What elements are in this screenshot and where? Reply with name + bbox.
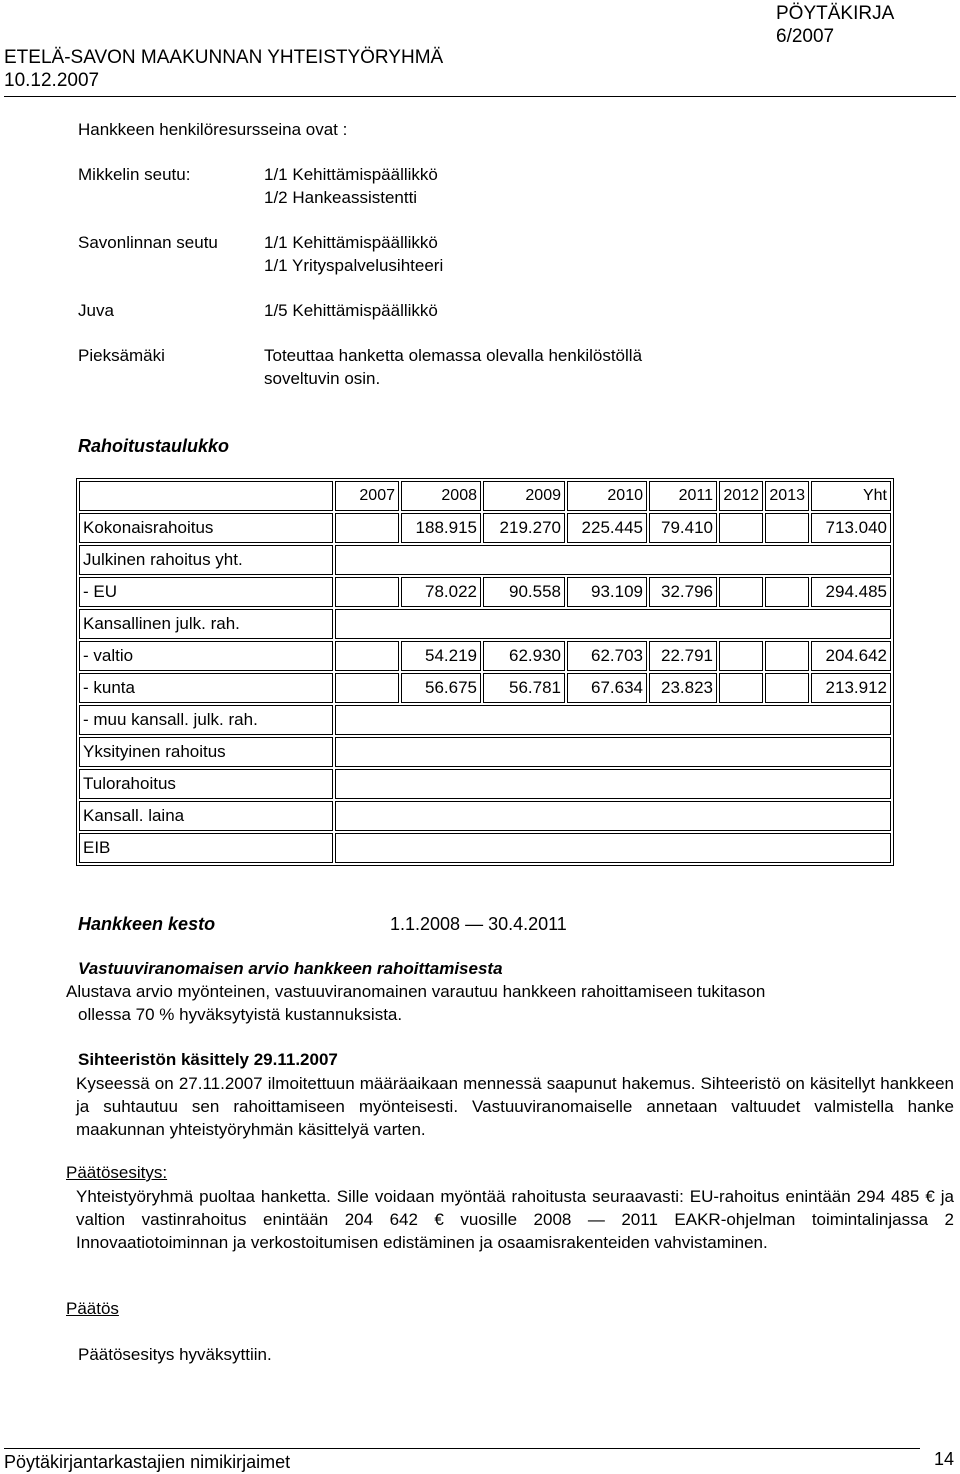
row-label: Yksityinen rahoitus [79, 737, 333, 767]
value-cell: 225.445 [567, 513, 647, 543]
proposal-heading: Päätösesitys: [66, 1163, 168, 1182]
header-corner-cell [79, 481, 333, 511]
funding-row [79, 705, 891, 735]
row-label: Kansallinen julk. rah. [79, 609, 333, 639]
funding-row [79, 673, 891, 703]
value-cell: 23.823 [649, 673, 717, 703]
row-label: Julkinen rahoitus yht. [79, 545, 333, 575]
value-cell: 62.930 [483, 641, 565, 671]
value-cell [335, 673, 399, 703]
year-header: 2012 [719, 481, 763, 511]
value-cell [719, 673, 763, 703]
funding-row [79, 769, 891, 799]
row-label: EIB [79, 833, 333, 863]
funding-row [79, 737, 891, 767]
doc-type: PÖYTÄKIRJA [776, 3, 895, 24]
role-line: 1/2 Hankeassistentti [264, 188, 418, 207]
value-cell [335, 577, 399, 607]
funding-table-title: Rahoitustaulukko [78, 436, 230, 456]
year-header: 2013 [765, 481, 809, 511]
funding-row [79, 641, 891, 671]
role-line: 1/5 Kehittämispäällikkö [264, 301, 438, 320]
value-cell [765, 673, 809, 703]
value-cell: 32.796 [649, 577, 717, 607]
role-line: soveltuvin osin. [264, 369, 381, 388]
row-label: Tulorahoitus [79, 769, 333, 799]
empty-cell [335, 609, 891, 639]
personnel-intro: Hankkeen henkilöresursseina ovat : [78, 120, 348, 139]
decision-heading: Päätös [66, 1299, 119, 1318]
row-label: - valtio [79, 641, 333, 671]
role-line: Toteuttaa hanketta olemassa olevalla henkilöstöllä [264, 346, 643, 365]
footer-rule [4, 1448, 920, 1449]
value-cell [719, 513, 763, 543]
total-cell: 213.912 [811, 673, 891, 703]
value-cell: 93.109 [567, 577, 647, 607]
authority-text-line: ollessa 70 % hyväksytyistä kustannuksista. [78, 1005, 403, 1024]
value-cell [335, 513, 399, 543]
header-rule [4, 96, 956, 97]
role-line: 1/1 Kehittämispäällikkö [264, 233, 438, 252]
value-cell [765, 641, 809, 671]
authority-heading: Vastuuviranomaisen arvio hankkeen rahoittamisesta [78, 959, 503, 978]
value-cell: 22.791 [649, 641, 717, 671]
value-cell [719, 641, 763, 671]
value-cell: 219.270 [483, 513, 565, 543]
secretariat-heading: Sihteeristön käsittely 29.11.2007 [78, 1050, 338, 1069]
value-cell: 79.410 [649, 513, 717, 543]
value-cell: 62.703 [567, 641, 647, 671]
proposal-text: Yhteistyöryhmä puoltaa hanketta. Sille voidaan myöntää rahoitusta seuraavasti: EU-rahoitus enintään 294 485 € ja valtion vastinrahoitus enintään 204 642 € vuosille 2008 — 2011 EAKR-ohjelman toimintalinjassa 2 Innovaatiotoiminnan ja verkostoitumisen edistäminen ja osaamisrakenteiden vahvistaminen. [76, 1187, 954, 1252]
value-cell [765, 577, 809, 607]
initials-label: Pöytäkirjantarkastajien nimikirjaimet [4, 1452, 291, 1472]
value-cell: 78.022 [401, 577, 481, 607]
value-cell: 56.675 [401, 673, 481, 703]
role-line: 1/1 Yrityspalvelusihteeri [264, 256, 444, 275]
empty-cell [335, 769, 891, 799]
page-number: 14 [934, 1449, 955, 1469]
organization-name: ETELÄ-SAVON MAAKUNNAN YHTEISTYÖRYHMÄ [4, 47, 444, 68]
region-label: Juva [78, 301, 114, 320]
value-cell: 54.219 [401, 641, 481, 671]
value-cell: 90.558 [483, 577, 565, 607]
empty-cell [335, 545, 891, 575]
total-cell: 204.642 [811, 641, 891, 671]
row-label: Kokonaisrahoitus [79, 513, 333, 543]
row-label: - muu kansall. julk. rah. [79, 705, 333, 735]
authority-text-line: Alustava arvio myönteinen, vastuuviranomainen varautuu hankkeen rahoittamiseen tukitason [66, 982, 766, 1001]
region-label: Mikkelin seutu: [78, 165, 191, 184]
funding-row [79, 833, 891, 863]
meeting-date: 10.12.2007 [4, 70, 100, 91]
value-cell [765, 513, 809, 543]
row-label: - EU [79, 577, 333, 607]
funding-table [76, 478, 894, 866]
total-header: Yht [811, 481, 891, 511]
funding-row [79, 545, 891, 575]
funding-header-row [79, 481, 891, 511]
secretariat-text: Kyseessä on 27.11.2007 ilmoitettuun määräaikaan mennessä saapunut hakemus. Sihteeristö on käsitellyt hankkeen ja suhtautuu sen rahoittamiseen myönteisesti. Vastuuviranomaiselle annetaan valtuudet valmistella hanke maakunnan yhteistyöryhmän käsittelyä varten. [76, 1074, 954, 1139]
value-cell: 188.915 [401, 513, 481, 543]
duration-value: 1.1.2008 — 30.4.2011 [390, 914, 567, 934]
total-cell: 713.040 [811, 513, 891, 543]
year-header: 2011 [649, 481, 717, 511]
year-header: 2008 [401, 481, 481, 511]
row-label: Kansall. laina [79, 801, 333, 831]
total-cell: 294.485 [811, 577, 891, 607]
value-cell [719, 577, 763, 607]
row-label: - kunta [79, 673, 333, 703]
duration-label: Hankkeen kesto [78, 914, 216, 934]
value-cell: 67.634 [567, 673, 647, 703]
year-header: 2007 [335, 481, 399, 511]
doc-number: 6/2007 [776, 26, 835, 47]
decision-text: Päätösesitys hyväksyttiin. [78, 1345, 272, 1364]
empty-cell [335, 705, 891, 735]
empty-cell [335, 801, 891, 831]
empty-cell [335, 833, 891, 863]
funding-row [79, 801, 891, 831]
funding-row [79, 513, 891, 543]
funding-row [79, 577, 891, 607]
year-header: 2010 [567, 481, 647, 511]
role-line: 1/1 Kehittämispäällikkö [264, 165, 438, 184]
year-header: 2009 [483, 481, 565, 511]
value-cell [335, 641, 399, 671]
funding-row [79, 609, 891, 639]
value-cell: 56.781 [483, 673, 565, 703]
region-label: Pieksämäki [78, 346, 165, 365]
empty-cell [335, 737, 891, 767]
region-label: Savonlinnan seutu [78, 233, 218, 252]
